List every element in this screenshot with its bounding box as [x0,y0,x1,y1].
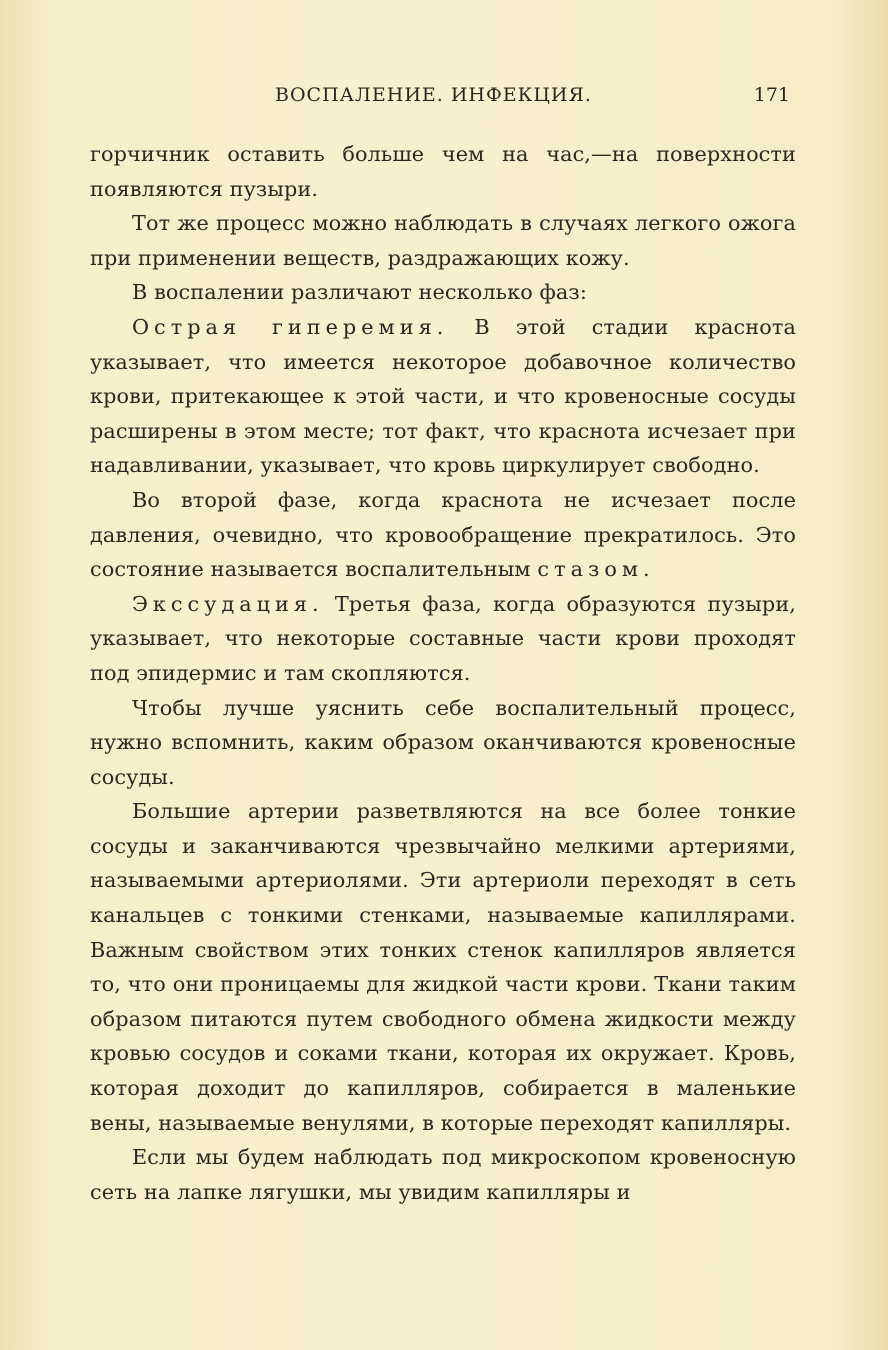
paragraph-text: Чтобы лучше уяснить себе воспалительный процесс, нужно вспомнить, каким образом оканчиваются кровеносные сосуды. [90,695,796,789]
paragraph-2 [90,206,796,275]
spaced-term: Острая гиперемия. [132,314,449,339]
paragraph-text: В этой стадии краснота указывает, что имеется некоторое добавочное количество крови, притекающее к этой части, и что кровеносные сосуды расширены в этом месте; тот факт, что краснота исчезает при надавливании, указывает, что кровь циркулирует свободно. [90,314,796,478]
paragraph-text: Третья фаза, когда образуются пузыри, указывает, что некоторые составные части крови проходят под эпидермис и там скопляются. [90,591,796,685]
body-text [90,137,796,1209]
paragraph-8 [90,794,796,1140]
paragraph-text: Во второй фазе, когда краснота не исчезает после давления, очевидно, что кровообращение прекратилось. Это состояние называется воспалительным [90,487,796,582]
paragraph-text: Тот же процесс можно наблюдать в случаях легкого ожога при применении веществ, раздражающих кожу. [90,211,796,270]
paragraph-6 [90,587,796,691]
spaced-term: стазом. [537,557,655,582]
paragraph-text: Если мы будем наблюдать под микроскопом кровеносную сеть на лапке лягушки, мы увидим капилляры и [90,1145,796,1204]
paragraph-1 [90,137,796,206]
running-header [90,84,790,114]
chapter-title: ВОСПАЛЕНИЕ. ИНФЕКЦИЯ. [275,84,592,106]
paragraph-5 [90,483,796,587]
paragraph-text: Большие артерии разветвляются на все более тонкие сосуды и заканчиваются чрезвычайно мелкими артериями, называемыми артериолями. Эти артериоли переходят в сеть канальцев с тонкими стенками, называемые капиллярами. Важным свойством этих тонких стенок капилляров является то, что они проницаемы для жидкой части крови. Ткани таким образом питаются путем свободного обмена жидкости между кровью сосудов и соками ткани, которая их окружает. Кровь, которая доходит до капилляров, собирается в маленькие вены, называемые венулями, в которые переходят капилляры. [90,799,796,1135]
spaced-term: Экссудация. [132,591,324,616]
paragraph-9 [90,1140,796,1209]
paragraph-text: горчичник оставить больше чем на час,—на поверхности появляются пузыри. [90,142,796,201]
paragraph-text: В воспалении различают несколько фаз: [132,280,587,305]
paragraph-3 [90,275,796,310]
paragraph-7 [90,691,796,795]
page-number: 171 [753,84,790,106]
paragraph-4 [90,310,796,483]
